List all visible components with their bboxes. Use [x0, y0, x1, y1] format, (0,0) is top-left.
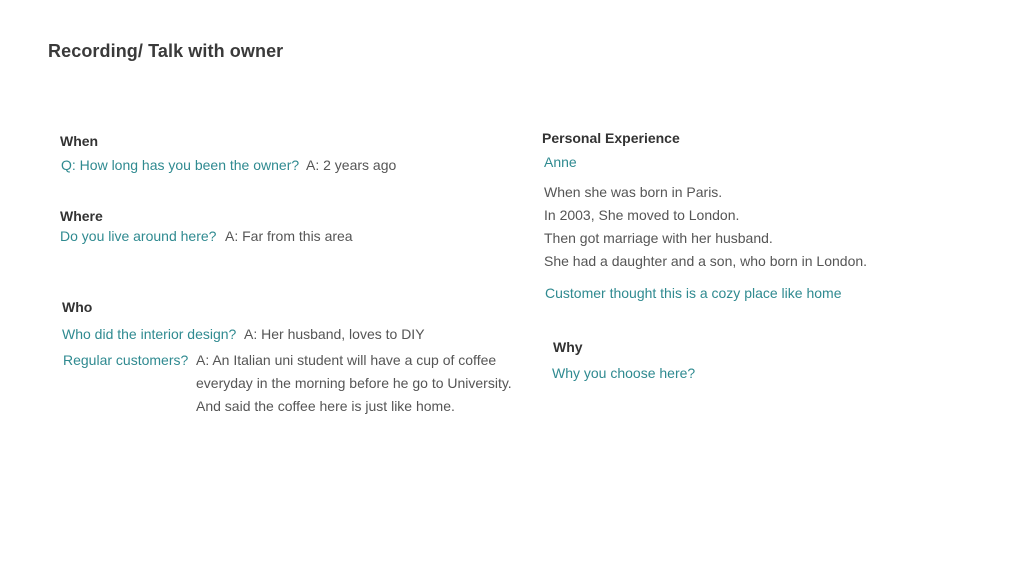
when-answer: A: 2 years ago: [306, 157, 397, 173]
who-question-customers: Regular customers?: [63, 352, 189, 368]
page-title: Recording/ Talk with owner: [48, 41, 284, 61]
where-question: Do you live around here?: [60, 228, 217, 244]
personal-story-line: When she was born in Paris.: [544, 184, 723, 200]
why-heading: Why: [553, 339, 583, 355]
when-heading: When: [60, 133, 99, 149]
personal-story-line: Then got marriage with her husband.: [544, 230, 773, 246]
customer-note: Customer thought this is a cozy place like home: [545, 285, 842, 301]
personal-heading: Personal Experience: [542, 130, 680, 146]
who-answer-line: A: An Italian uni student will have a cup of coffee: [196, 352, 497, 368]
personal-story: [544, 181, 867, 273]
why-question: Why you choose here?: [552, 365, 696, 381]
who-answer-line: everyday in the morning before he go to University.: [196, 375, 512, 391]
when-question: Q: How long has you been the owner?: [61, 157, 300, 173]
who-answer-line: And said the coffee here is just like home.: [196, 398, 455, 414]
who-answer-interior: A: Her husband, loves to DIY: [244, 326, 425, 342]
personal-story-line: In 2003, She moved to London.: [544, 207, 740, 223]
personal-name: Anne: [544, 154, 577, 170]
where-heading: Where: [60, 208, 103, 224]
personal-story-line: She had a daughter and a son, who born in London.: [544, 253, 868, 269]
who-heading: Who: [62, 299, 93, 315]
who-question-interior: Who did the interior design?: [62, 326, 237, 342]
where-answer: A: Far from this area: [225, 228, 353, 244]
who-answer-customers: [196, 349, 512, 418]
